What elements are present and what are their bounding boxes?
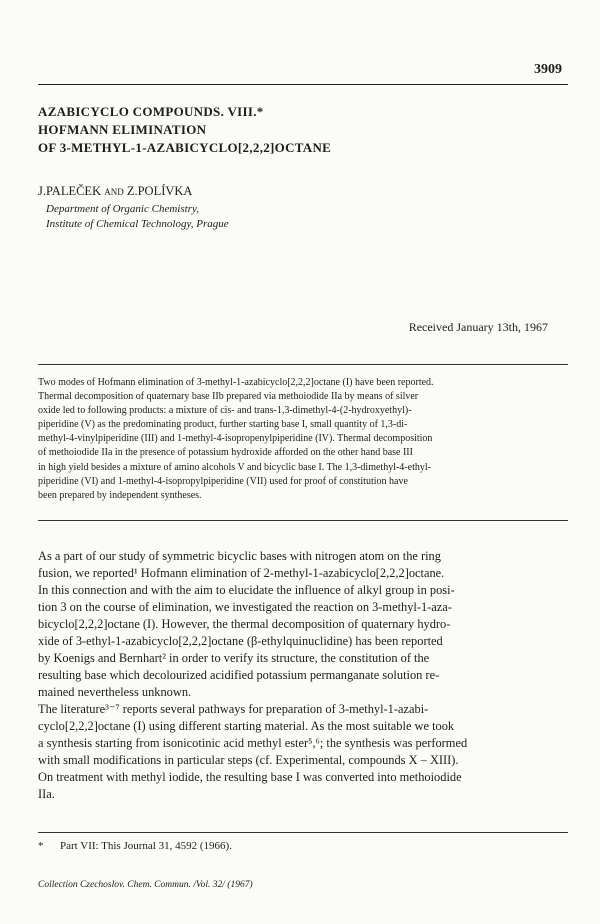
body-line: As a part of our study of symmetric bicyclic bases with nitrogen atom on the ring — [38, 549, 441, 563]
abstract-line: of methoiodide IIa in the presence of potassium hydroxide afforded on the other hand base III — [38, 447, 413, 459]
body-line: The literature³⁻⁷ reports several pathways for preparation of 3-methyl-1-azabi- — [38, 702, 429, 716]
abstract-line: piperidine (VI) and 1-methyl-4-isopropylpiperidine (VII) used for proof of constitution have — [38, 475, 408, 487]
body-line: cyclo[2,2,2]octane (I) using different starting material. As the most suitable we took — [38, 719, 455, 733]
affiliation — [46, 202, 229, 232]
abstract-line: Two modes of Hofmann elimination of 3-methyl-1-azabicyclo[2,2,2]octane (I) have been reported. — [38, 377, 434, 388]
footnote-text: Part VII: This Journal 31, 4592 (1966). — [60, 840, 232, 852]
body-line: mained nevertheless unknown. — [38, 685, 192, 699]
body-line: a synthesis starting from isonicotinic acid methyl ester⁵,⁶; the synthesis was performed — [38, 736, 468, 750]
affiliation-line: Institute of Chemical Technology, Prague — [46, 218, 229, 230]
abstract-line: piperidine (V) as the predominating product, further starting base I, small quantity of 1,3-di- — [38, 419, 408, 431]
body-text — [38, 548, 570, 803]
abstract-line: oxide led to following products: a mixture of cis- and trans-1,3-dimethyl-4-(2-hydroxyethyl)- — [38, 405, 412, 417]
header-rule — [38, 84, 568, 85]
body-line: xide of 3-ethyl-1-azabicyclo[2,2,2]octane (β-ethylquinuclidine) has been reported — [38, 634, 443, 648]
abstract-bottom-rule — [38, 520, 568, 521]
footnote-marker: * — [38, 840, 44, 852]
body-line: On treatment with methyl iodide, the resulting base I was converted into methoiodide — [38, 770, 462, 784]
affiliation-line: Department of Organic Chemistry, — [46, 203, 199, 215]
abstract-line: methyl-4-vinylpiperidine (III) and 1-methyl-4-isopropenylpiperidine (IV). Thermal decomposition — [38, 433, 433, 445]
title-line: HOFMANN ELIMINATION — [38, 122, 207, 137]
footnote-rule — [38, 832, 568, 833]
article-title — [38, 103, 558, 157]
body-line: fusion, we reported¹ Hofmann elimination of 2-methyl-1-azabicyclo[2,2,2]octane. — [38, 566, 445, 580]
journal-footer: Collection Czechoslov. Chem. Commun. /Vol. 32/ (1967) — [38, 880, 253, 890]
body-line: by Koenigs and Bernhart² in order to verify its structure, the constitution of the — [38, 651, 430, 665]
body-line: bicyclo[2,2,2]octane (I). However, the thermal decomposition of quaternary hydro- — [38, 617, 451, 631]
abstract — [38, 376, 570, 503]
authors: J.PALEČEK and Z.POLÍVKA — [38, 184, 193, 198]
abstract-line: in high yield besides a mixture of amino alcohols V and bicyclic base I. The 1,3-dimethyl-4-ethyl- — [38, 461, 431, 473]
abstract-top-rule — [38, 364, 568, 365]
body-line: tion 3 on the course of elimination, we investigated the reaction on 3-methyl-1-aza- — [38, 600, 452, 614]
title-line: AZABICYCLO COMPOUNDS. VIII.* — [38, 104, 264, 119]
body-line: In this connection and with the aim to elucidate the influence of alkyl group in posi- — [38, 583, 455, 597]
page-number: 3909 — [534, 62, 562, 77]
body-line: IIa. — [38, 787, 55, 801]
abstract-line: Thermal decomposition of quaternary base IIb prepared via methoiodide IIa by means of silver — [38, 391, 419, 403]
title-line: OF 3-METHYL-1-AZABICYCLO[2,2,2]OCTANE — [38, 140, 332, 155]
body-line: with small modifications in particular steps (cf. Experimental, compounds X – XIII). — [38, 753, 459, 767]
footnote — [38, 840, 232, 852]
received-date: Received January 13th, 1967 — [408, 320, 548, 334]
body-line: resulting base which decolourized acidified potassium permanganate solution re- — [38, 668, 440, 682]
abstract-line: been prepared by independent syntheses. — [38, 489, 202, 501]
